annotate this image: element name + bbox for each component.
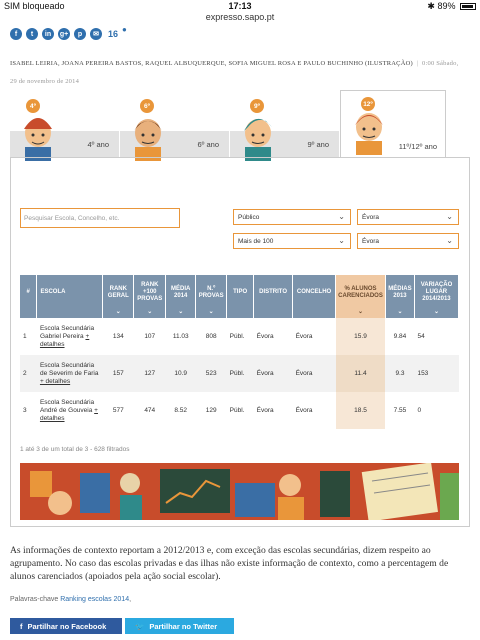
- bluetooth-icon: ✱: [427, 1, 435, 11]
- table-header-row: [20, 275, 459, 318]
- cell-rank: 134: [112, 332, 124, 340]
- cell-variacao: 153: [414, 355, 458, 392]
- column-header-media-2013[interactable]: MÉDIAS 2013 ⌄: [385, 275, 414, 318]
- sort-arrow-icon: ⌄: [178, 309, 184, 315]
- cell-concelho: Évora: [295, 406, 313, 414]
- share-twitter-label: Partilhar no Twitter: [149, 621, 218, 631]
- cell-media: 8.52: [174, 406, 188, 414]
- article-paragraph: As informações de contexto reportam a 2012/2013 e, com exceção das escolas secundárias, dizem respeito ao agrupamento. No caso das escolas privadas e das ilhas não existe informação de contexto, como a percentagem de alunos carenciados (apoiados pela ação social escolar).: [10, 545, 449, 582]
- byline: [10, 55, 465, 91]
- tab-11-12-ano[interactable]: [340, 90, 446, 158]
- twitter-icon: 🐦: [135, 621, 145, 631]
- council-select[interactable]: [357, 233, 459, 249]
- chevron-down-icon: ⌄: [338, 212, 345, 221]
- cell-concelho: Évora: [293, 355, 336, 392]
- tab-badge: 4º: [26, 99, 40, 113]
- cell-tipo: Públ.: [229, 406, 245, 414]
- pinterest-icon[interactable]: p: [74, 28, 86, 40]
- cell-media-2013: 9.84: [393, 332, 407, 340]
- clock: 17:13: [228, 1, 252, 11]
- student-mascot-icon: [18, 103, 58, 163]
- google-plus-icon[interactable]: g+: [58, 28, 70, 40]
- sort-arrow-icon: ⌄: [433, 309, 439, 315]
- share-twitter-button[interactable]: [125, 618, 234, 634]
- cell-tipo: Públ.: [229, 332, 245, 340]
- keyword-link[interactable]: Ranking escolas 2014: [60, 596, 130, 603]
- column-header-rank-100[interactable]: RANK +100 PROVAS ⌄: [134, 275, 166, 318]
- tab-label: 9º ano: [307, 140, 329, 149]
- details-link[interactable]: + detalhes: [39, 377, 71, 385]
- column-header-variacao[interactable]: VARIAÇÃO LUGAR 2014/2013 ⌄: [414, 275, 458, 318]
- grade-tabs: [10, 90, 470, 158]
- comment-bubble-icon: ●: [122, 24, 127, 34]
- tab-label: 6º ano: [197, 140, 219, 149]
- sort-arrow-icon: ⌄: [208, 309, 214, 315]
- size-select[interactable]: [233, 233, 351, 249]
- sort-arrow-icon: ⌄: [115, 309, 121, 315]
- cell-carenciados: 18.5: [336, 392, 386, 429]
- cell-provas: 129: [205, 406, 217, 414]
- column-header-number[interactable]: #: [20, 275, 37, 318]
- battery-indicator: [427, 1, 476, 12]
- cell-rank: 157: [103, 355, 134, 392]
- share-row: [10, 24, 127, 41]
- cell-distrito: Évora: [256, 332, 274, 340]
- mail-icon[interactable]: ✉: [90, 28, 102, 40]
- linkedin-icon[interactable]: in: [42, 28, 54, 40]
- cell-rank-100: 474: [144, 406, 156, 414]
- column-header-media[interactable]: MÉDIA 2014 ⌄: [166, 275, 196, 318]
- cell-school: Escola Secundária André de Gouveia + detalhes: [39, 398, 98, 422]
- column-header-provas[interactable]: N.º PROVAS ⌄: [196, 275, 227, 318]
- authors: ISABEL LEIRIA, JOANA PEREIRA BASTOS, RAQUEL ALBUQUERQUE, SOFIA MIGUEL ROSA E PAULO BUCHINHO (ILUSTRAÇÃO): [10, 60, 413, 67]
- url-bar[interactable]: expresso.sapo.pt: [205, 12, 275, 22]
- column-header-rank[interactable]: RANK GERAL ⌄: [103, 275, 134, 318]
- tab-6-ano[interactable]: [120, 102, 230, 157]
- carrier-label: SIM bloqueado: [4, 1, 65, 11]
- keywords-label: Palavras-chave: [10, 596, 59, 603]
- type-select[interactable]: [233, 209, 351, 225]
- keyword-separator: ,: [129, 596, 132, 603]
- cell-number: 1: [23, 332, 27, 340]
- share-count: 16: [108, 29, 119, 39]
- cell-carenciados: 11.4: [336, 355, 386, 392]
- classroom-illustration: [20, 463, 459, 520]
- sort-arrow-icon: ⌄: [357, 309, 364, 315]
- district-select[interactable]: [357, 209, 459, 225]
- tab-badge: 6º: [140, 99, 154, 113]
- cell-provas: 523: [196, 355, 227, 392]
- tab-badge: 9º: [250, 99, 264, 113]
- cell-media: 11.03: [172, 332, 189, 340]
- cell-tipo: Públ.: [227, 355, 254, 392]
- table-row: [20, 355, 459, 392]
- tab-4-ano[interactable]: [10, 102, 120, 157]
- cell-media-2013: 9.3: [385, 355, 414, 392]
- table-row: [20, 392, 459, 429]
- details-link[interactable]: + detalhes: [39, 332, 90, 348]
- type-select-value: Público: [238, 214, 260, 221]
- chevron-down-icon: ⌄: [446, 212, 453, 221]
- search-input[interactable]: Pesquisar Escola, Concelho, etc.: [20, 208, 180, 228]
- cell-school: Escola Secundária Gabriel Pereira + detalhes: [39, 324, 95, 348]
- cell-rank-100: 107: [144, 332, 156, 340]
- share-facebook-label: Partilhar no Facebook: [27, 621, 107, 631]
- battery-label: 89%: [437, 1, 456, 11]
- cell-number: 2: [20, 355, 37, 392]
- sort-arrow-icon: ⌄: [147, 309, 153, 315]
- byline-separator: |: [416, 60, 419, 67]
- twitter-icon[interactable]: t: [26, 28, 38, 40]
- tab-9-ano[interactable]: [230, 102, 340, 157]
- council-select-value: Évora: [362, 238, 379, 245]
- share-facebook-button[interactable]: [10, 618, 122, 634]
- size-select-value: Mais de 100: [238, 238, 274, 245]
- cell-media: 10.9: [166, 355, 196, 392]
- battery-icon: [460, 3, 476, 10]
- cell-distrito: Évora: [256, 406, 274, 414]
- cell-variacao: 54: [417, 332, 425, 340]
- cell-provas: 808: [205, 332, 217, 340]
- table-row: [20, 318, 459, 355]
- column-header-tipo[interactable]: TIPO: [227, 275, 254, 318]
- publish-date: 0:00 Sábado, 29 de novembro de 2014: [10, 60, 459, 85]
- tab-label: 4º ano: [87, 140, 109, 149]
- cell-media-2013: 7.55: [393, 406, 407, 414]
- table-footnote: 1 até 3 de um total de 3 - 628 filtrados: [20, 446, 130, 453]
- facebook-icon: f: [20, 621, 23, 631]
- facebook-icon[interactable]: f: [10, 28, 22, 40]
- cell-rank-100: 127: [134, 355, 166, 392]
- column-header-distrito[interactable]: DISTRITO: [254, 275, 293, 318]
- cell-concelho: Évora: [295, 332, 313, 340]
- cell-carenciados: 15.9: [336, 318, 386, 355]
- column-header-carenciados[interactable]: % ALUNOS CARENCIADOS ⌄: [336, 275, 386, 318]
- sort-arrow-icon: ⌄: [397, 309, 403, 315]
- cell-distrito: Évora: [254, 355, 293, 392]
- keywords: [10, 596, 131, 603]
- cell-variacao: 0: [417, 406, 422, 414]
- column-header-school[interactable]: ESCOLA: [37, 275, 103, 318]
- column-header-concelho[interactable]: CONCELHO: [293, 275, 336, 318]
- details-link[interactable]: + detalhes: [39, 406, 98, 422]
- cell-number: 3: [23, 406, 27, 414]
- cell-rank: 577: [112, 406, 124, 414]
- cell-school: Escola Secundária de Severim de Faria + detalhes: [37, 355, 103, 392]
- tab-label: 11º/12º ano: [398, 142, 437, 151]
- tab-badge: 12º: [361, 97, 375, 111]
- chevron-down-icon: ⌄: [338, 236, 345, 245]
- chevron-down-icon: ⌄: [446, 236, 453, 245]
- status-bar: [0, 0, 480, 12]
- illustration-banner: [20, 463, 459, 520]
- ranking-table: [20, 275, 459, 429]
- district-select-value: Évora: [362, 214, 379, 221]
